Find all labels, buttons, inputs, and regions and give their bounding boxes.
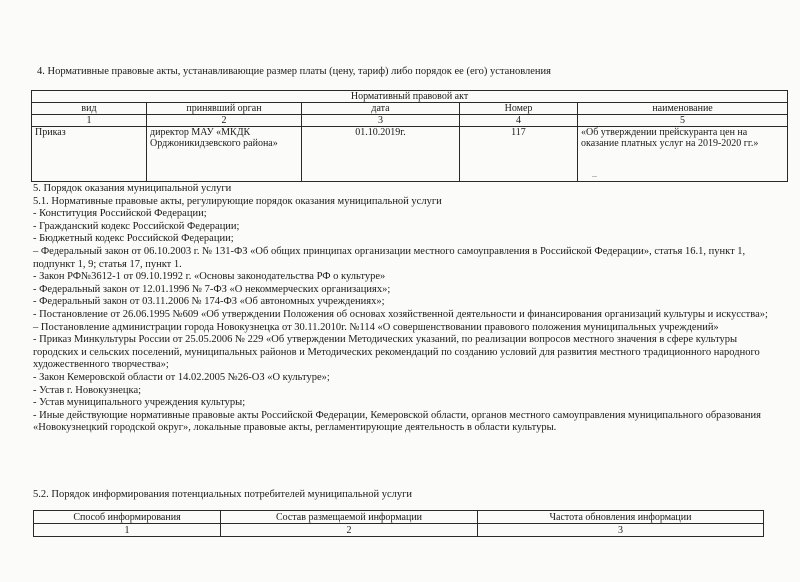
list-item: - Устав муниципального учреждения культуры; [33, 397, 246, 409]
legal-acts-table [31, 90, 788, 182]
column-header: дата [302, 103, 460, 115]
column-number: 1 [32, 115, 147, 127]
column-number: 3 [302, 115, 460, 127]
list-item: - Гражданский кодекс Российской Федерации; [33, 220, 240, 232]
section-4-title: 4. Нормативные правовые акты, устанавливающие размер платы (цену, тариф) либо порядок ее (его) установления [37, 66, 551, 77]
column-number: 1 [34, 524, 221, 537]
table-group-header: Нормативный правовой акт [32, 91, 788, 103]
column-header: наименование [578, 103, 788, 115]
act-name-cell: «Об утверждении прейскуранта цен на оказание платных услуг на 2019-2020 гг.» [578, 127, 788, 182]
scan-mark [592, 176, 597, 177]
list-item: - Федеральный закон от 03.11.2006 № 174-ФЗ «Об автономных учреждениях»; [33, 296, 385, 308]
list-item: - Федеральный закон от 12.01.1996 № 7-ФЗ «О некоммерческих организациях»; [33, 283, 391, 295]
section-5-2-title: 5.2. Порядок информирования потенциальных потребителей муниципальной услуги [33, 489, 413, 500]
list-item: - Приказ Минкультуры России от 25.05.2006 № 229 «Об утверждении Методических указаний, по реализации вопросов местного значения в сфере культуры городских и сельских поселений, муниципальных районов и Методических рекомендаций по созданию условий для развития местного традиционного народного художественного творчества»; [33, 334, 760, 371]
list-item: - Закон РФ№3612-1 от 09.10.1992 г. «Основы законодательства РФ о культуре» [33, 271, 386, 283]
column-number: 5 [578, 115, 788, 127]
list-item: – Постановление администрации города Новокузнецка от 30.11.2010г. №114 «О совершенствовании правового положения муниципальных учреждений» [33, 321, 719, 333]
column-number: 4 [460, 115, 578, 127]
list-item: - Устав г. Новокузнецка; [33, 384, 142, 396]
list-item: - Иные действующие нормативные правовые акты Российской Федерации, Кемеровской области, органов местного самоуправления муниципального образования «Новокузнецкий городской округ», локальные правовые акты, регламентирующие деятельность в области культуры. [33, 409, 761, 434]
informing-table [33, 510, 764, 537]
column-number: 2 [221, 524, 478, 537]
list-item: - Бюджетный кодекс Российской Федерации; [33, 233, 234, 245]
act-organ-cell: директор МАУ «МКДК Орджоникидзевского района» [147, 127, 302, 182]
list-item: - Постановление от 26.06.1995 №609 «Об утверждении Положения об основах хозяйственной деятельности и финансирования организаций культуры и искусства»; [33, 308, 768, 320]
list-item: – Федеральный закон от 06.10.2003 г. № 131-ФЗ «Об общих принципах организации местного самоуправления в Российской Федерации», статья 16.1, пункт 1, подпункт 1, 9; статья 17, пункт 1. [33, 245, 746, 270]
column-header: Состав размещаемой информации [221, 511, 478, 524]
list-item: - Конституция Российской Федерации; [33, 208, 207, 220]
column-header: Частота обновления информации [478, 511, 764, 524]
column-header: Номер [460, 103, 578, 115]
column-header: Способ информирования [34, 511, 221, 524]
column-number: 3 [478, 524, 764, 537]
act-number-cell: 117 [460, 127, 578, 182]
act-type-cell: Приказ [32, 127, 147, 182]
section-5-1-title: 5.1. Нормативные правовые акты, регулирующие порядок оказания муниципальной услуги [33, 195, 442, 207]
section-5 [33, 183, 783, 435]
column-number: 2 [147, 115, 302, 127]
column-header: вид [32, 103, 147, 115]
column-header: принявший орган [147, 103, 302, 115]
act-date-cell: 01.10.2019г. [302, 127, 460, 182]
list-item: - Закон Кемеровской области от 14.02.2005 №26-ОЗ «О культуре»; [33, 371, 330, 383]
section-5-title: 5. Порядок оказания муниципальной услуги [33, 183, 232, 194]
